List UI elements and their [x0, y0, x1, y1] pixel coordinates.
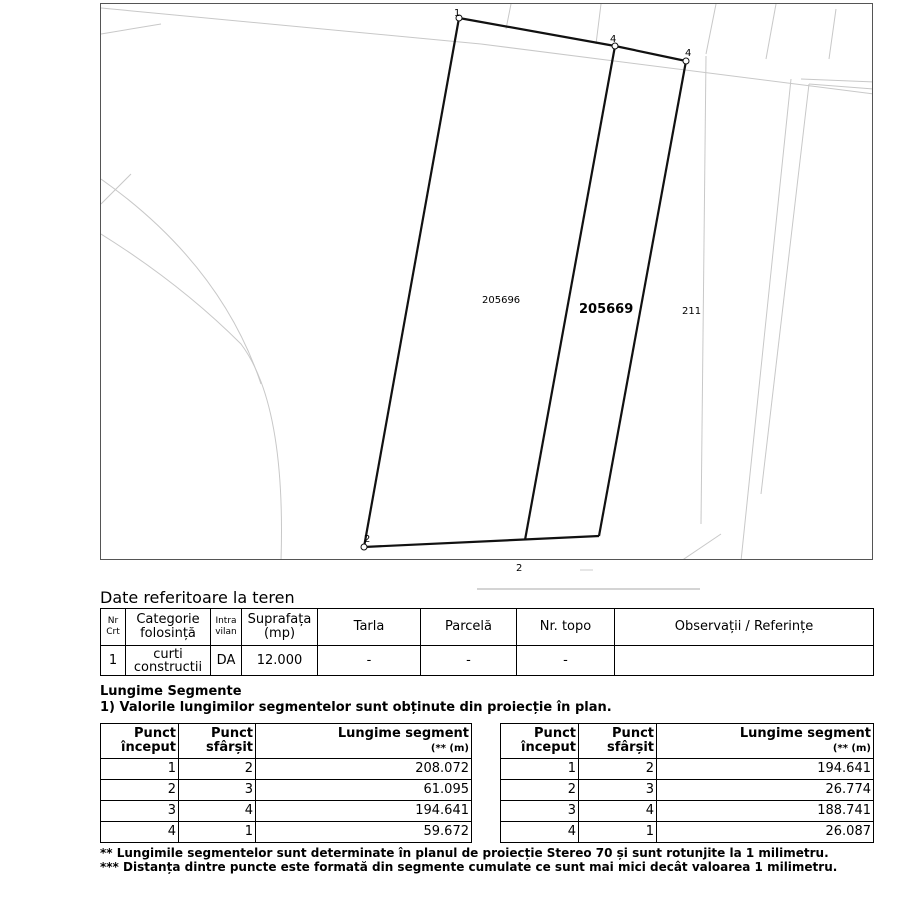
- header-suprafata: Suprafața (mp): [242, 609, 318, 646]
- cell-start: 4: [101, 822, 179, 843]
- table-row: [501, 780, 874, 801]
- cell-categorie: curti constructii: [126, 646, 211, 676]
- cell-length: 61.095: [256, 780, 472, 801]
- cell-length: 188.741: [657, 801, 874, 822]
- table-row: [101, 759, 472, 780]
- segment-header-row: [101, 724, 472, 759]
- segment-header-row: [501, 724, 874, 759]
- cell-end: 3: [179, 780, 256, 801]
- header-lungime-unit: (** (m): [430, 742, 469, 754]
- footnote-stereo70: ** Lungimile segmentelor sunt determinate în planul de proiecție Stereo 70 și sunt rotunjite la 1 milimetru.: [100, 846, 829, 860]
- table-row: [101, 822, 472, 843]
- cell-intravilan: DA: [211, 646, 242, 676]
- header-punct-inceput: Punct început: [501, 724, 579, 759]
- cell-end: 3: [579, 780, 657, 801]
- vertex-label: 1: [454, 8, 461, 19]
- vertex-label: 4: [610, 34, 617, 45]
- parcel-label-main: 205669: [579, 302, 634, 317]
- cell-start: 3: [101, 801, 179, 822]
- header-categorie: Categorie folosință: [126, 609, 211, 646]
- teren-title: Date referitoare la teren: [100, 588, 295, 607]
- table-row: [501, 822, 874, 843]
- cell-nr-topo: -: [517, 646, 615, 676]
- cell-end: 2: [179, 759, 256, 780]
- header-observatii: Observații / Referințe: [615, 609, 874, 646]
- vertex-label: 4: [685, 48, 692, 59]
- cell-start: 1: [101, 759, 179, 780]
- header-lungime: [657, 724, 874, 759]
- cell-end: 1: [579, 822, 657, 843]
- vertex-label-below: 2: [516, 563, 523, 574]
- header-nr-topo: Nr. topo: [517, 609, 615, 646]
- cell-length: 26.774: [657, 780, 874, 801]
- header-lungime-unit: (** (m): [832, 742, 871, 754]
- segment-table-left: [100, 723, 472, 843]
- cell-suprafata: 12.000: [242, 646, 318, 676]
- cell-end: 2: [579, 759, 657, 780]
- cell-length: 208.072: [256, 759, 472, 780]
- cell-start: 3: [501, 801, 579, 822]
- cell-nr: 1: [101, 646, 126, 676]
- cell-tarla: -: [318, 646, 421, 676]
- header-punct-sfarsit: Punct sfârșit: [579, 724, 657, 759]
- header-punct-inceput: Punct început: [101, 724, 179, 759]
- cell-end: 1: [179, 822, 256, 843]
- header-lungime-label: Lungime segment: [337, 725, 469, 741]
- segmente-note: 1) Valorile lungimilor segmentelor sunt obținute din proiecție în plan.: [100, 700, 612, 715]
- segment-table-right: [500, 723, 874, 843]
- cell-end: 4: [179, 801, 256, 822]
- table-row: [501, 759, 874, 780]
- header-intravilan: Intra vilan: [211, 609, 242, 646]
- cell-parcela: -: [421, 646, 517, 676]
- cell-start: 2: [501, 780, 579, 801]
- cell-length: 194.641: [256, 801, 472, 822]
- table-row: [501, 801, 874, 822]
- table-row: [101, 780, 472, 801]
- header-lungime-label: Lungime segment: [739, 725, 871, 741]
- cell-end: 4: [579, 801, 657, 822]
- parcel-label-neighbor: 211: [682, 306, 702, 317]
- cell-length: 194.641: [657, 759, 874, 780]
- cell-length: 59.672: [256, 822, 472, 843]
- header-lungime: [256, 724, 472, 759]
- parcel-label-neighbor: 205696: [482, 295, 521, 306]
- table-row: [101, 801, 472, 822]
- header-nr: Nr Crt: [101, 609, 126, 646]
- footnote-distance: *** Distanța dintre puncte este formată din segmente cumulate ce sunt mai mici decât valoarea 1 milimetru.: [100, 860, 838, 874]
- header-parcela: Parcelă: [421, 609, 517, 646]
- cell-start: 4: [501, 822, 579, 843]
- header-tarla: Tarla: [318, 609, 421, 646]
- cell-start: 1: [501, 759, 579, 780]
- cell-start: 2: [101, 780, 179, 801]
- segmente-title: Lungime Segmente: [100, 684, 242, 699]
- vertex-label: 2: [364, 534, 371, 545]
- cell-length: 26.087: [657, 822, 874, 843]
- header-punct-sfarsit: Punct sfârșit: [179, 724, 256, 759]
